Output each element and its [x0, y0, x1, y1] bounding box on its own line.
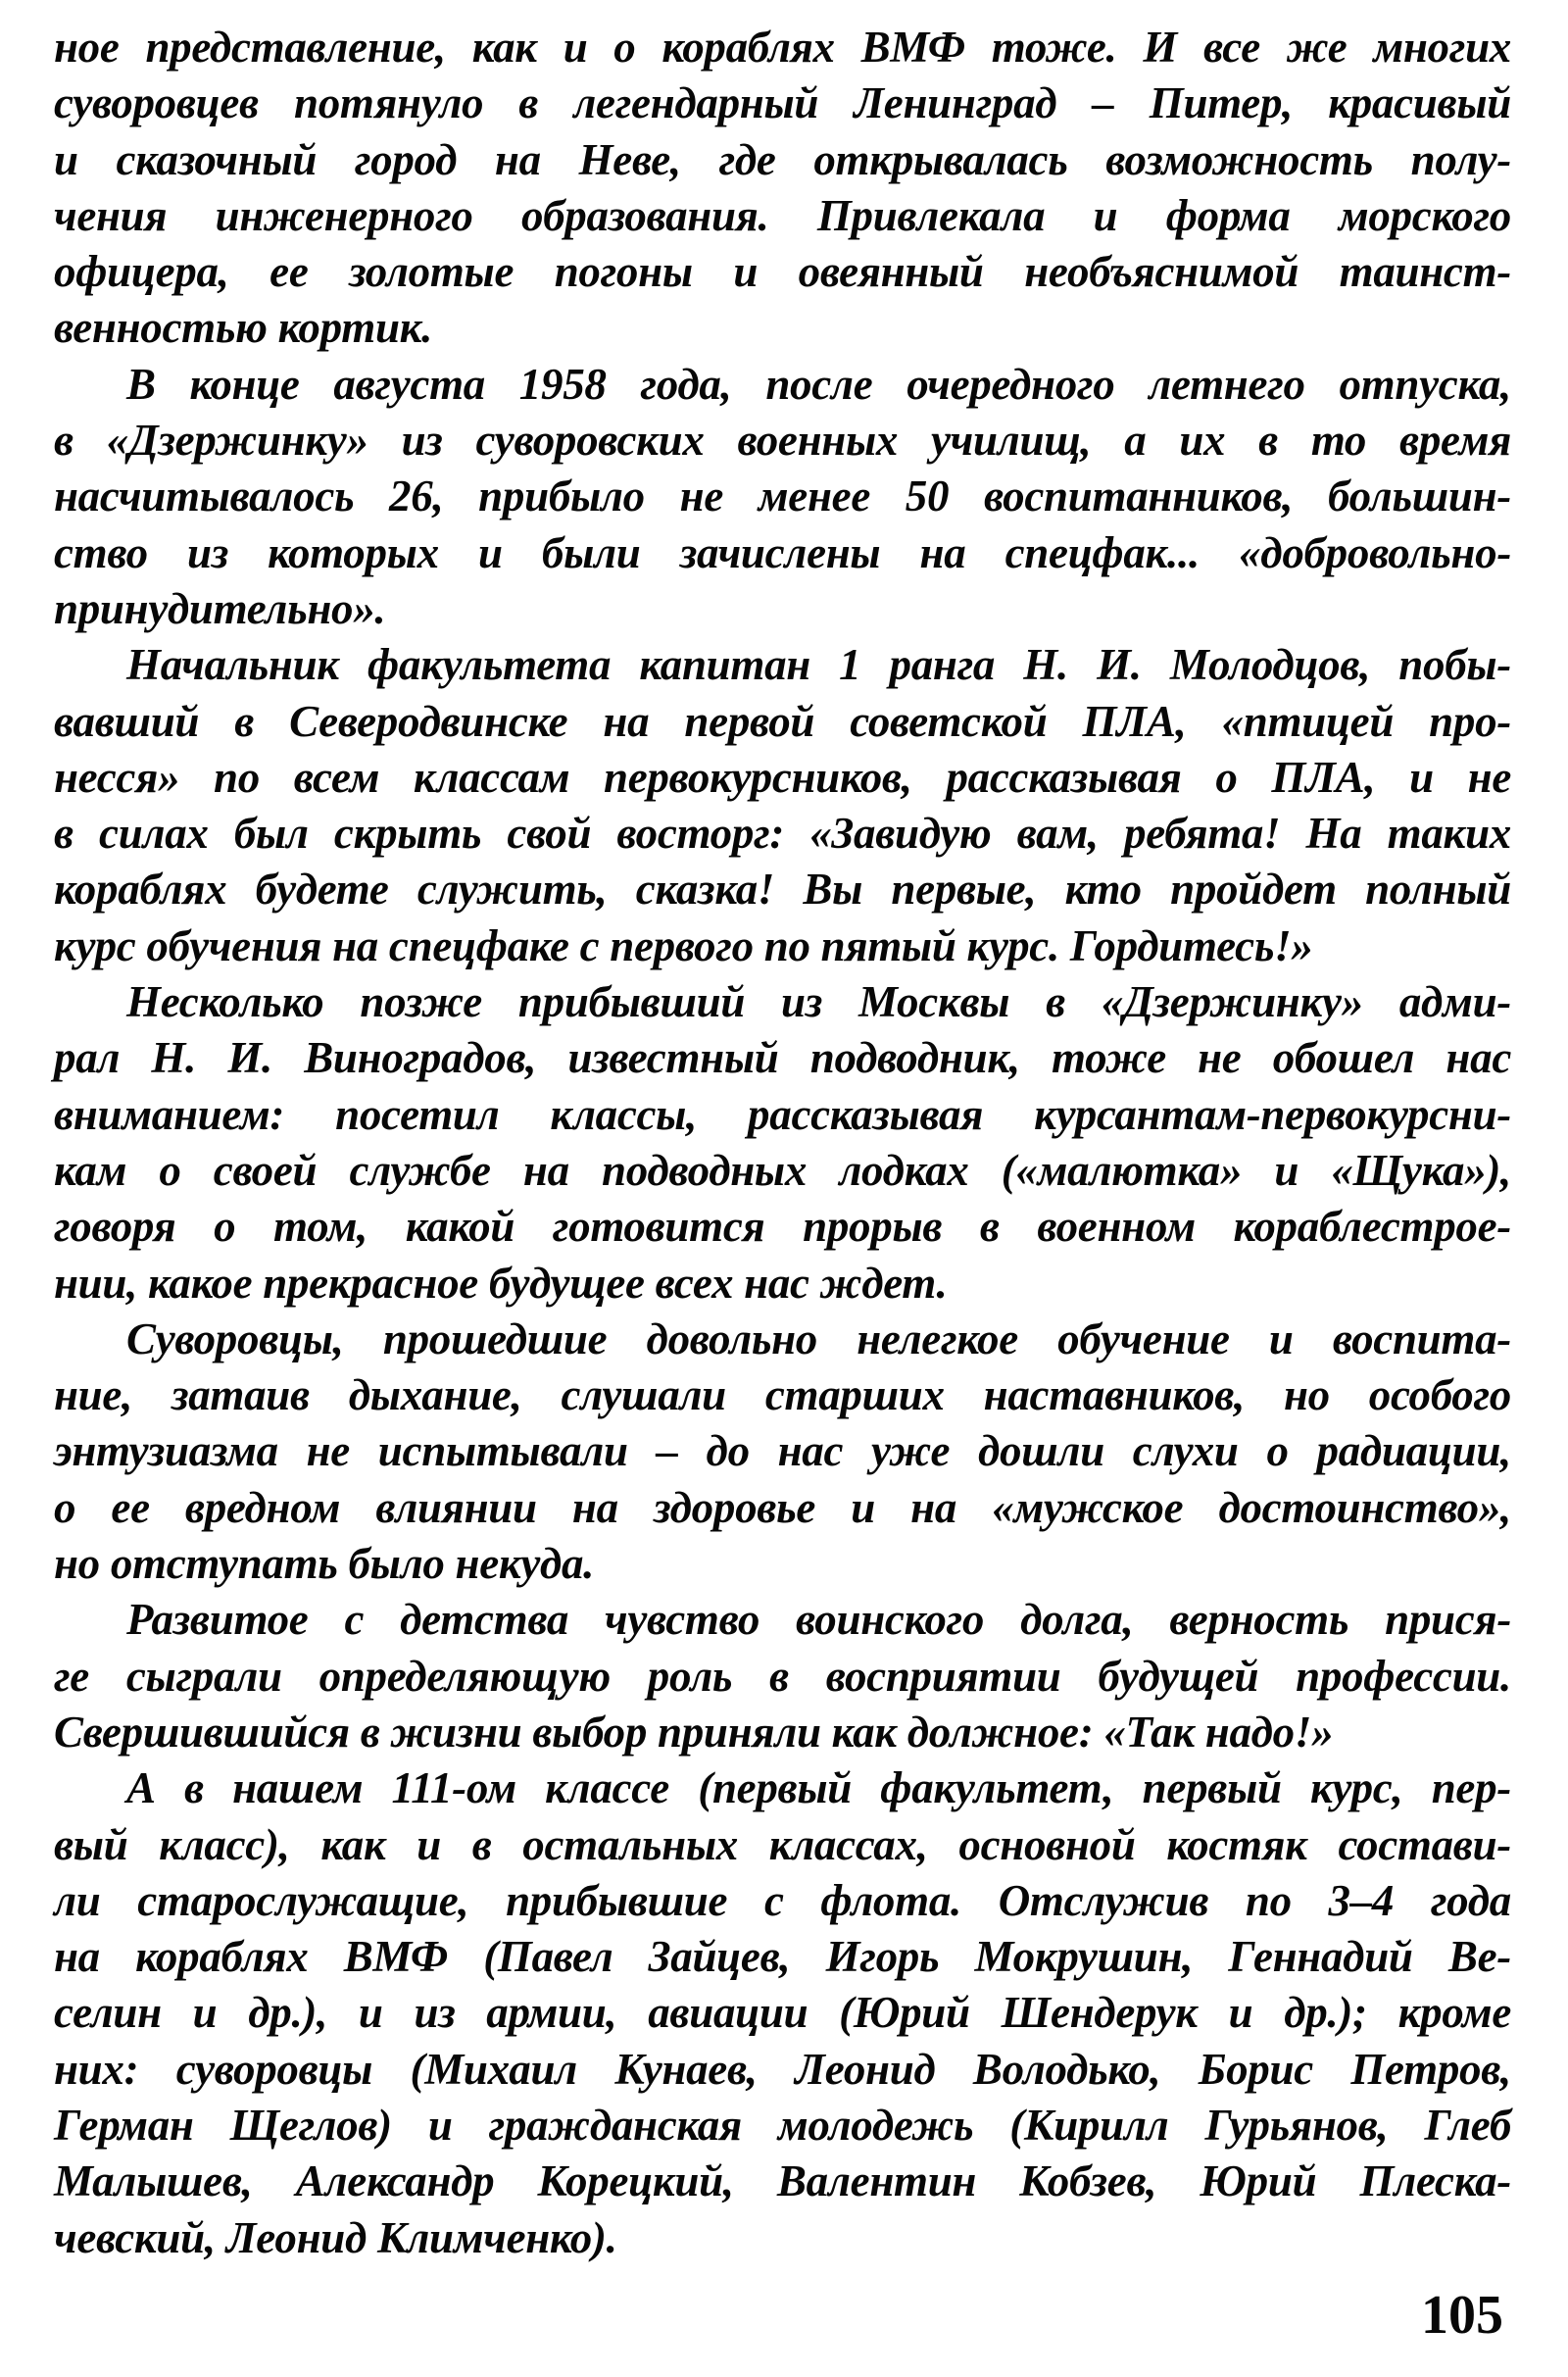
text-line: курс обучения на спецфаке с первого по пятый курс. Гордитесь!» [54, 920, 1313, 970]
text-line: суворовцев потянуло в легендарный Ленинград – Питер, красивый [54, 78, 1511, 128]
text-line: Несколько позже прибывший из Москвы в «Дзержинку» адми- [126, 977, 1511, 1027]
paragraph [54, 1760, 1511, 2266]
text-line: В конце августа 1958 года, после очередного летнего отпуска, [126, 359, 1511, 409]
text-line: несся» по всем классам первокурсников, рассказывая о ПЛА, и не [54, 752, 1511, 802]
text-line: них: суворовцы (Михаил Кунаев, Леонид Володько, Борис Петров, [54, 2044, 1511, 2094]
text-line: ное представление, как и о кораблях ВМФ тоже. И все же многих [54, 23, 1511, 72]
text-line: в «Дзержинку» из суворовских военных училищ, а их в то время [54, 416, 1511, 466]
paragraph [54, 357, 1511, 637]
paragraph [54, 637, 1511, 974]
text-line: вниманием: посетил классы, рассказывая курсантам-первокурсни- [54, 1089, 1511, 1139]
text-line: офицера, ее золотые погоны и овеянный необъяснимой таинст- [54, 247, 1511, 297]
text-line: вавший в Северодвинске на первой советской ПЛА, «птицей про- [54, 696, 1511, 746]
text-line: рал Н. И. Виноградов, известный подводник, тоже не обошел нас [54, 1033, 1511, 1083]
paragraph [54, 1592, 1511, 1760]
text-line: ние, затаив дыхание, слушали старших наставников, но особого [54, 1370, 1511, 1420]
text-line: говоря о том, какой готовится прорыв в военном кораблестрое- [54, 1202, 1511, 1252]
text-line: энтузиазма не испытывали – до нас уже дошли слухи о радиации, [54, 1426, 1511, 1476]
text-line: о ее вредном влиянии на здоровье и на «мужское достоинство», [54, 1482, 1511, 1532]
page-number: 105 [1421, 2285, 1503, 2346]
text-line: нии, какое прекрасное будущее всех нас ждет. [54, 1258, 948, 1308]
text-line: принудительно». [54, 583, 386, 633]
paragraph [54, 20, 1511, 357]
text-line: ство из которых и были зачислены на спецфак... «добровольно- [54, 527, 1511, 577]
text-line: и сказочный город на Неве, где открывалась возможность полу- [54, 134, 1511, 184]
paragraph [54, 1312, 1511, 1592]
text-block [54, 20, 1511, 2266]
text-line: Свершившийся в жизни выбор приняли как должное: «Так надо!» [54, 1707, 1334, 1757]
paragraph [54, 974, 1511, 1312]
text-line: венностью кортик. [54, 303, 433, 353]
text-line: ли старослужащие, прибывшие с флота. Отслужив по 3–4 года [54, 1875, 1511, 1925]
text-line: Суворовцы, прошедшие довольно нелегкое обучение и воспита- [126, 1313, 1511, 1363]
text-line: на кораблях ВМФ (Павел Зайцев, Игорь Мокрушин, Геннадий Ве- [54, 1932, 1511, 1982]
text-line: но отступать было некуда. [54, 1539, 595, 1589]
text-line: кам о своей службе на подводных лодках («малютка» и «Щука»), [54, 1145, 1511, 1195]
text-line: чения инженерного образования. Привлекала и форма морского [54, 190, 1511, 240]
text-line: Герман Щеглов) и гражданская молодежь (Кирилл Гурьянов, Глеб [54, 2100, 1511, 2150]
text-line: Развитое с детства чувство воинского долга, верность прися- [126, 1595, 1511, 1645]
text-line: в силах был скрыть свой восторг: «Завидую вам, ребята! На таких [54, 809, 1511, 859]
text-line: кораблях будете служить, сказка! Вы первые, кто пройдет полный [54, 865, 1511, 915]
text-line: селин и др.), и из армии, авиации (Юрий Шендерук и др.); кроме [54, 1988, 1511, 2038]
text-line: А в нашем 111-ом классе (первый факультет, первый курс, пер- [126, 1763, 1511, 1813]
text-line: ге сыграли определяющую роль в восприятии будущей профессии. [54, 1651, 1511, 1701]
text-line: Начальник факультета капитан 1 ранга Н. И. Молодцов, побы- [126, 640, 1511, 690]
text-line: насчитывалось 26, прибыло не менее 50 воспитанников, большин- [54, 471, 1511, 521]
text-line: вый класс), как и в остальных классах, основной костяк состави- [54, 1819, 1511, 1869]
text-line: Малышев, Александр Корецкий, Валентин Кобзев, Юрий Плеска- [54, 2156, 1511, 2206]
text-line: чевский, Леонид Климченко). [54, 2212, 617, 2262]
